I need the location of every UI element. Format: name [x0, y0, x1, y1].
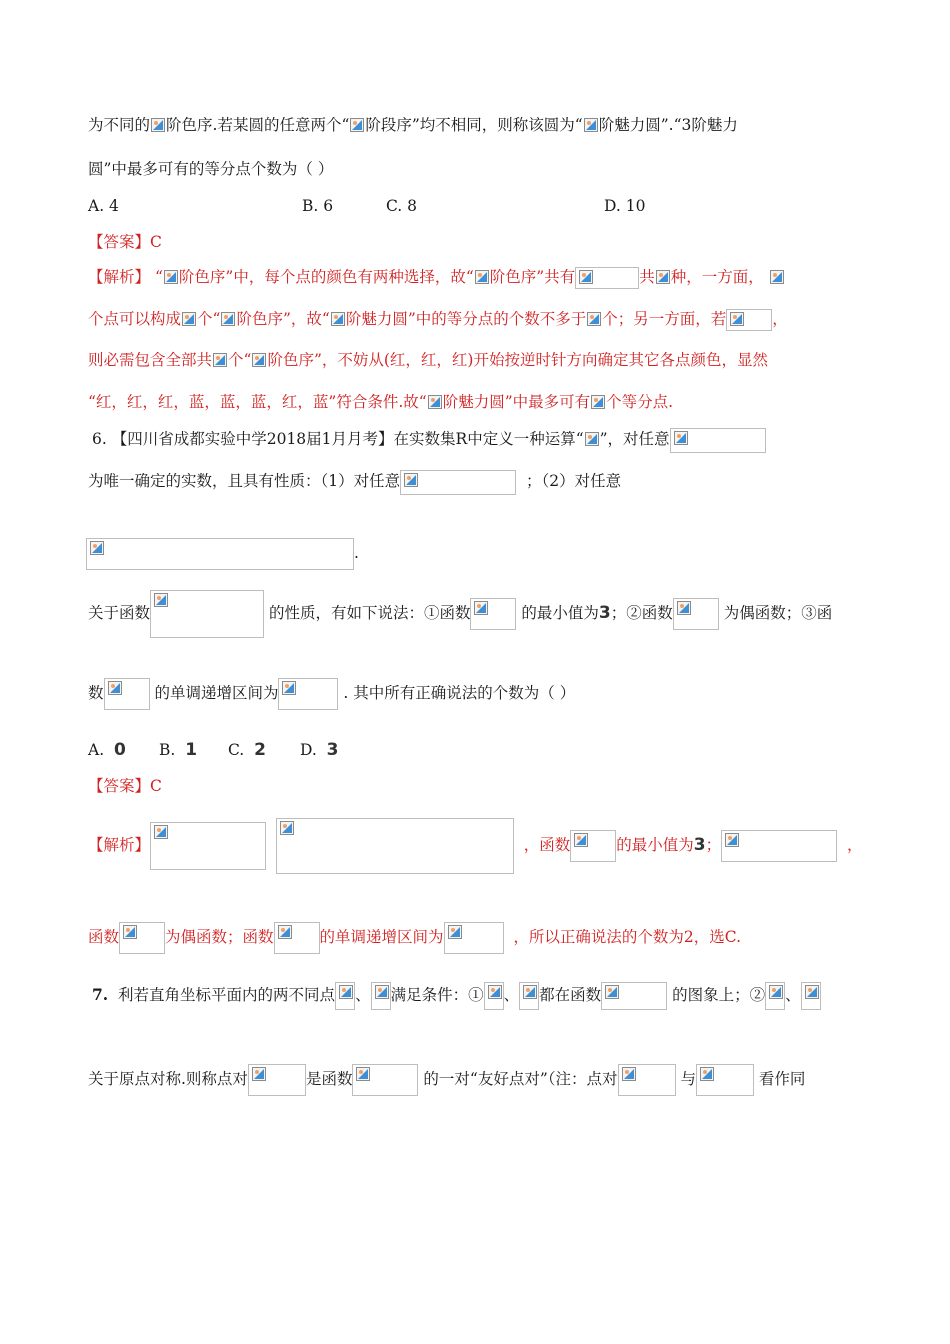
formula-image-box: [150, 822, 266, 870]
q5-analysis-line-4: “红，红，红，蓝，蓝，蓝，红，蓝”符合条件.故“ 阶魅力圆”中最多可有 个等分点.: [88, 393, 674, 411]
formula-image-icon: [123, 925, 137, 939]
formula-image-icon: [108, 681, 122, 695]
formula-image-icon: [674, 431, 688, 445]
q5-line-1: 为不同的 阶色序.若某圆的任意两个“ 阶段序”均不相同，则称该圆为“ 阶魅力圆”.“3阶魅力: [88, 116, 738, 134]
formula-image-icon: [488, 985, 502, 999]
q6-analysis-line-1: 【解析】 ，函数 的最小值为3； ，: [88, 818, 863, 874]
formula-image-box: [150, 590, 264, 638]
formula-image-icon: [252, 353, 266, 367]
formula-image-box: [673, 598, 719, 630]
formula-image-icon: [574, 833, 588, 847]
formula-image-box: [119, 922, 165, 954]
q6-analysis-line-2: 函数 为偶函数；函数 的单调递增区间为 ，所以正确说法的个数为2，选C.: [88, 922, 741, 954]
formula-image-box: [248, 1064, 306, 1096]
formula-image-icon: [605, 985, 619, 999]
q6-options: [88, 738, 488, 764]
formula-image-box: [371, 982, 391, 1010]
q5-option-b: B. 6: [302, 197, 334, 215]
formula-image-icon: [282, 681, 296, 695]
q5-analysis-line-2: 个点可以构成 个“ 阶色序”，故“ 阶魅力圆”中的等分点的个数不多于 个；另一方面，若 ，: [88, 307, 788, 331]
q5-option-a: A. 4: [88, 197, 119, 215]
formula-image-box: [575, 267, 639, 289]
q6-answer: 【答案】C: [88, 777, 162, 795]
q6-line-5: 数 的单调递增区间为 . 其中所有正确说法的个数为（ ）: [88, 678, 575, 710]
formula-image-icon: [154, 825, 168, 839]
formula-image-box: [86, 538, 354, 570]
formula-image-box: [278, 678, 338, 710]
formula-image-box: [670, 428, 766, 453]
formula-image-icon: [805, 985, 819, 999]
formula-image-box: [721, 830, 837, 862]
q6-line-1: 6. 【四川省成都实验中学2018届1月月考】在实数集R中定义一种运算“ ”，对任意: [92, 427, 766, 453]
formula-image-icon: [350, 118, 364, 132]
q5-option-d: D. 10: [604, 197, 646, 215]
q6-line-2: 为唯一确定的实数，且具有性质：（1）对任意 ；（2）对任意: [88, 469, 621, 495]
formula-image-box: [400, 470, 516, 495]
formula-image-icon: [252, 1067, 266, 1081]
formula-image-icon: [221, 312, 235, 326]
formula-image-icon: [356, 1067, 370, 1081]
q6-line-3: .: [86, 538, 359, 570]
formula-image-icon: [725, 833, 739, 847]
formula-image-box: [801, 982, 821, 1010]
formula-image-box: [470, 598, 516, 630]
q5-analysis-line-3: 则必需包含全部共 个“ 阶色序”，不妨从(红，红，红)开始按逆时针方向确定其它各点颜色，显然: [88, 351, 768, 369]
formula-image-icon: [770, 270, 784, 284]
formula-image-icon: [587, 312, 601, 326]
formula-image-box: [618, 1064, 676, 1096]
q5-analysis-line-1: 【解析】 “ 阶色序”中，每个点的颜色有两种选择，故“ 阶色序”共有 共 种，一方面，: [88, 265, 785, 289]
q5-line-2: 圆”中最多可有的等分点个数为（ ）: [88, 160, 334, 178]
formula-image-icon: [151, 118, 165, 132]
formula-image-icon: [154, 593, 168, 607]
formula-image-box: [444, 922, 504, 954]
formula-image-icon: [448, 925, 462, 939]
formula-image-icon: [278, 925, 292, 939]
formula-image-box: [726, 309, 772, 331]
q5-answer: 【答案】C: [88, 233, 162, 251]
formula-image-box: [276, 818, 514, 874]
formula-image-box: [519, 982, 539, 1010]
q6-option-c: C. 2: [228, 740, 266, 760]
formula-image-icon: [428, 395, 442, 409]
formula-image-icon: [331, 312, 345, 326]
q5-options: [88, 194, 788, 218]
formula-image-icon: [213, 353, 227, 367]
formula-image-icon: [622, 1067, 636, 1081]
formula-image-icon: [579, 270, 593, 284]
q6-option-a: A. 0: [88, 740, 126, 760]
formula-image-icon: [677, 601, 691, 615]
q7-line-1: 7. 利若直角坐标平面内的两不同点 、 满足条件：① 、 都在函数 的图象上；② 、: [92, 982, 821, 1010]
formula-image-box: [274, 922, 320, 954]
q6-option-b: B. 1: [159, 740, 198, 760]
formula-image-icon: [584, 118, 598, 132]
formula-image-box: [335, 982, 355, 1010]
formula-image-icon: [700, 1067, 714, 1081]
formula-image-icon: [404, 473, 418, 487]
q7-line-2: 关于原点对称.则称点对 是函数 的一对“友好点对”（注：点对 与 看作同: [88, 1064, 805, 1096]
formula-image-icon: [90, 541, 104, 555]
formula-image-box: [570, 830, 616, 862]
formula-image-icon: [182, 312, 196, 326]
formula-image-box: [765, 982, 785, 1010]
formula-image-box: [601, 982, 667, 1010]
formula-image-box: [484, 982, 504, 1010]
q5-option-c: C. 8: [386, 197, 418, 215]
formula-image-icon: [656, 270, 670, 284]
formula-image-icon: [523, 985, 537, 999]
formula-image-icon: [375, 985, 389, 999]
formula-image-icon: [769, 985, 783, 999]
formula-image-icon: [475, 270, 489, 284]
formula-image-icon: [591, 395, 605, 409]
formula-image-icon: [585, 432, 599, 446]
formula-image-icon: [280, 821, 294, 835]
formula-image-box: [352, 1064, 418, 1096]
formula-image-box: [696, 1064, 754, 1096]
formula-image-icon: [164, 270, 178, 284]
formula-image-box: [104, 678, 150, 710]
formula-image-icon: [730, 312, 744, 326]
formula-image-icon: [474, 601, 488, 615]
q6-option-d: D. 3: [300, 740, 339, 760]
q6-line-4: 关于函数 的性质，有如下说法：①函数 的最小值为3；②函数 为偶函数；③函: [88, 590, 832, 638]
formula-image-icon: [339, 985, 353, 999]
